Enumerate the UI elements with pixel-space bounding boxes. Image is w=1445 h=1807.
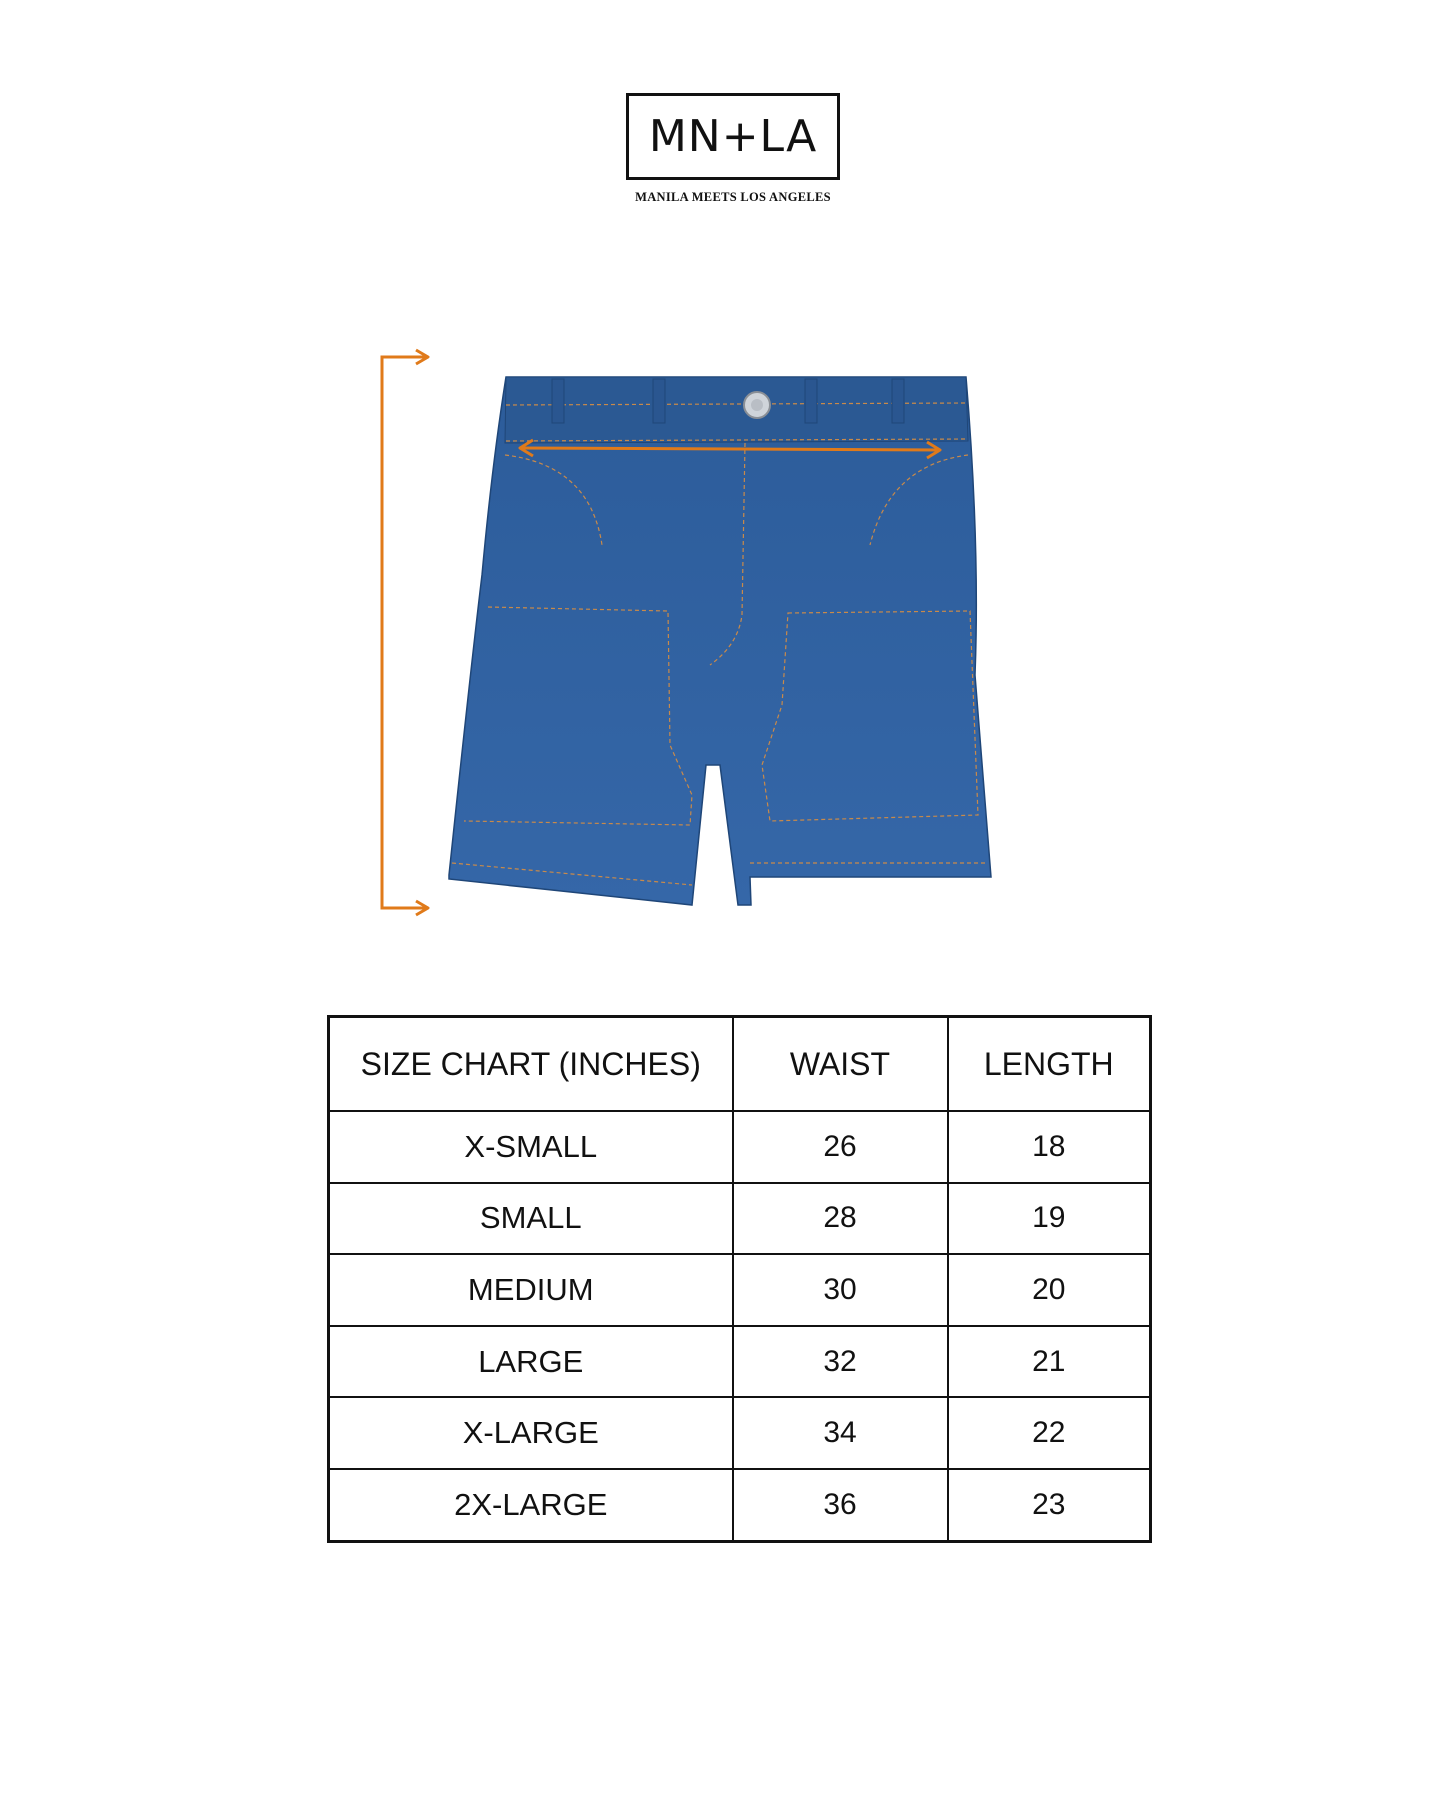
length-arrow-icon	[382, 350, 428, 915]
waist-cell: 36	[733, 1469, 948, 1542]
header-size-chart: SIZE CHART (INCHES)	[329, 1017, 733, 1112]
length-cell: 22	[948, 1397, 1151, 1469]
header-length: LENGTH	[948, 1017, 1151, 1112]
length-cell: 21	[948, 1326, 1151, 1398]
waist-cell: 30	[733, 1254, 948, 1326]
waist-cell: 32	[733, 1326, 948, 1398]
table-row	[329, 1183, 1151, 1255]
size-cell: X-SMALL	[329, 1111, 733, 1183]
waist-cell: 26	[733, 1111, 948, 1183]
brand-logo	[626, 93, 840, 180]
table-row	[329, 1254, 1151, 1326]
table-row	[329, 1397, 1151, 1469]
waist-cell: 34	[733, 1397, 948, 1469]
table-row	[329, 1469, 1151, 1542]
size-cell: X-LARGE	[329, 1397, 733, 1469]
length-cell: 18	[948, 1111, 1151, 1183]
header-waist: WAIST	[733, 1017, 948, 1112]
size-cell: LARGE	[329, 1326, 733, 1398]
size-cell: SMALL	[329, 1183, 733, 1255]
table-header-row	[329, 1017, 1151, 1112]
logo-text: MN+LA	[648, 111, 818, 162]
waist-cell: 28	[733, 1183, 948, 1255]
length-cell: 19	[948, 1183, 1151, 1255]
shorts-measurement-diagram	[370, 345, 1060, 925]
table-row	[329, 1326, 1151, 1398]
size-cell: MEDIUM	[329, 1254, 733, 1326]
denim-shorts-image	[449, 377, 991, 905]
length-cell: 23	[948, 1469, 1151, 1542]
logo-tagline: MANILA MEETS LOS ANGELES	[635, 190, 831, 204]
size-cell: 2X-LARGE	[329, 1469, 733, 1542]
table-row	[329, 1111, 1151, 1183]
size-chart-table	[327, 1015, 1152, 1543]
length-cell: 20	[948, 1254, 1151, 1326]
